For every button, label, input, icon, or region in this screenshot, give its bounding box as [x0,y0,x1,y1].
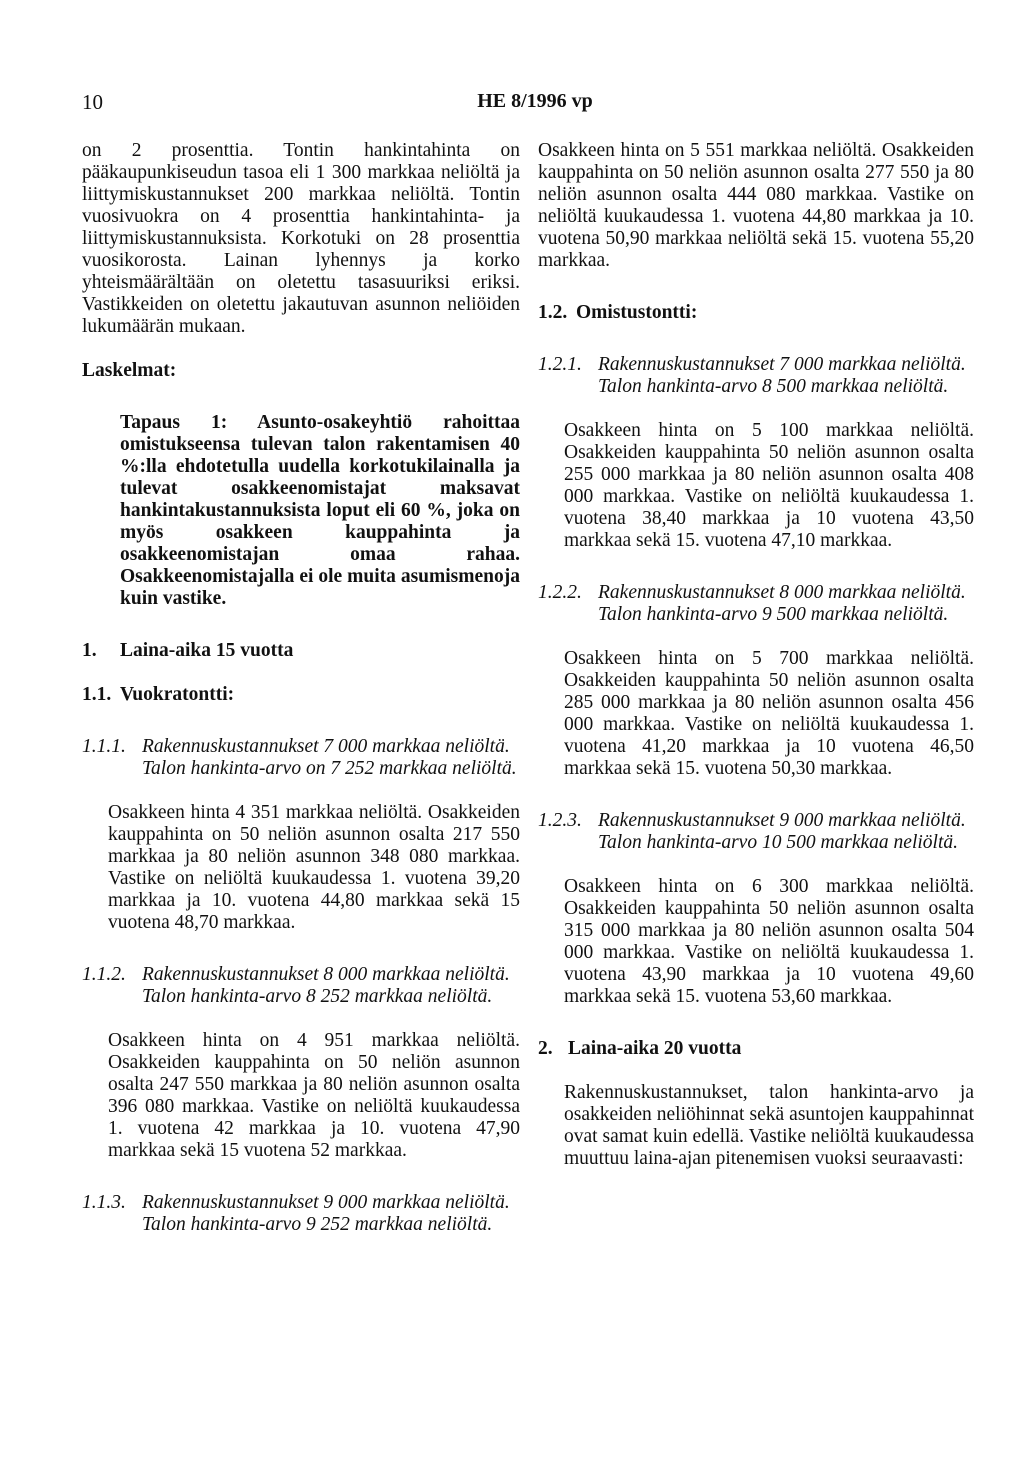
intro-paragraph: on 2 prosenttia. Tontin hankintahinta on pääkaupunkiseudun tasoa eli 1 300 markkaa neliöltä ja liittymiskustannukset 200 markkaa neliöltä. Tontin vuosivuokra on 4 prosenttia hankintahinta- ja liittymiskustannuksista. Korkotuki on 28 prosenttia vuosikorosta. Lainan lyhennys ja korko yhteismäärältään on oletettu tasasuuriksi eriksi. Vastikkeiden on oletettu jakautuvan asunnon neliöiden lukumäärän mukaan. [82,140,520,337]
subheading-1-1-3-text [142,1192,520,1236]
page-header [82,90,988,120]
subheading-1-2-1-line1: Rakennuskustannukset 7 000 markkaa neliöltä. [598,354,966,375]
subheading-1-1-1 [82,736,520,780]
subheading-1-1-3 [82,1192,520,1236]
subheading-1-2-2-number: 1.2.2. [538,582,582,603]
subheading-1-2-3-number: 1.2.3. [538,810,582,831]
heading-1-1 [82,684,520,706]
laskelmat-heading: Laskelmat: [82,360,177,381]
paragraph-1-2-2: Osakkeen hinta on 5 700 markkaa neliöltä. Osakkeiden kauppahinta 50 neliön asunnon osalta 285 000 markkaa ja 80 neliön asunnon osalta 456 000 markkaa. Vastike on neliöltä kuukaudessa 1. vuotena 41,20 markkaa ja 10 vuotena 46,50 markkaa sekä 15. vuotena 50,30 markkaa. [564,648,974,779]
subheading-1-2-2-text [598,582,974,626]
page-number: 10 [82,90,103,114]
subheading-1-1-3-line1: Rakennuskustannukset 9 000 markkaa neliöltä. [142,1192,510,1213]
heading-1 [82,640,520,662]
heading-1-2-number: 1.2. [538,302,568,323]
subheading-1-2-3 [538,810,974,854]
subheading-1-2-1 [538,354,974,398]
subheading-1-1-3-line2: Talon hankinta-arvo 9 252 markkaa neliöltä. [142,1214,493,1235]
heading-1-1-text: Vuokratontti: [120,684,235,705]
subheading-1-2-2 [538,582,974,626]
paragraph-1-1-3: Osakkeen hinta on 5 551 markkaa neliöltä. Osakkeiden kauppahinta on 50 neliön asunnon osalta 277 550 ja 80 neliön asunnon osalta 444 080 markkaa. Vastike on neliöltä kuukaudessa 1. vuotena 44,80 markkaa ja 10. vuotena 50,90 markkaa neliöltä sekä 15. vuotena 55,20 markkaa. [538,140,974,271]
subheading-1-1-3-number: 1.1.3. [82,1192,126,1213]
heading-1-1-number: 1.1. [82,684,112,705]
subheading-1-1-2 [82,964,520,1008]
subheading-1-1-2-number: 1.1.2. [82,964,126,985]
paragraph-2: Rakennuskustannukset, talon hankinta-arvo ja osakkeiden neliöhinnat sekä asuntojen kauppahinnat ovat samat kuin edellä. Vastike neliöltä kuukaudessa muuttuu laina-ajan pitenemisen vuoksi seuraavasti: [564,1082,974,1169]
paragraph-1-2-3: Osakkeen hinta on 6 300 markkaa neliöltä. Osakkeiden kauppahinta 50 neliön asunnon osalta 315 000 markkaa ja 80 neliön asunnon osalta 504 000 markkaa. Vastike on neliöltä kuukaudessa 1. vuotena 43,90 markkaa ja 10 vuotena 49,60 markkaa sekä 15. vuotena 53,60 markkaa. [564,876,974,1007]
heading-2 [538,1038,974,1060]
subheading-1-1-1-line1: Rakennuskustannukset 7 000 markkaa neliöltä. [142,736,510,757]
subheading-1-2-1-text [598,354,974,398]
subheading-1-2-3-text [598,810,974,854]
paragraph-1-2-1: Osakkeen hinta on 5 100 markkaa neliöltä. Osakkeiden kauppahinta 50 neliön asunnon osalta 255 000 markkaa ja 80 neliön asunnon osalta 408 000 markkaa. Vastike on neliöltä kuukaudessa 1. vuotena 38,40 markkaa ja 10 vuotena 43,50 markkaa sekä 15. vuotena 47,10 markkaa. [564,420,974,551]
subheading-1-2-3-line2: Talon hankinta-arvo 10 500 markkaa neliöltä. [598,832,959,853]
heading-1-2-text: Omistustontti: [576,302,698,323]
paragraph-1-1-2: Osakkeen hinta on 4 951 markkaa neliöltä. Osakkeiden kauppahinta on 50 neliön asunnon osalta 247 550 markkaa ja 80 neliön asunnon osalta 396 080 markkaa. Vastike on neliöltä kuukaudessa 1. vuotena 42 markkaa ja 10. vuotena 47,90 markkaa sekä 15 vuotena 52 markkaa. [108,1030,520,1161]
subheading-1-2-1-number: 1.2.1. [538,354,582,375]
subheading-1-1-1-text [142,736,520,780]
subheading-1-2-3-line1: Rakennuskustannukset 9 000 markkaa neliöltä. [598,810,966,831]
subheading-1-2-2-line1: Rakennuskustannukset 8 000 markkaa neliöltä. [598,582,966,603]
right-column [538,140,974,1170]
case-1-paragraph: Tapaus 1: Asunto-osakeyhtiö rahoittaa omistukseensa tulevan talon rakentamisen 40 %:lla ehdotetulla uudella korkotukilainalla ja tulevat osakkeenomistajat maksavat hankintakustannuksista loput eli 60 %, joka on myös osakkeen kauppahinta ja osakkeenomistajan omaa rahaa. Osakkeenomistajalla ei ole muita asumismenoja kuin vastike. [120,412,520,609]
heading-1-text: Laina-aika 15 vuotta [120,640,294,661]
subheading-1-1-1-number: 1.1.1. [82,736,126,757]
subheading-1-2-1-line2: Talon hankinta-arvo 8 500 markkaa neliöltä. [598,376,949,397]
heading-1-number: 1. [82,640,97,661]
heading-2-number: 2. [538,1038,553,1059]
left-column [82,140,520,1236]
subheading-1-1-2-text [142,964,520,1008]
paragraph-1-1-1: Osakkeen hinta 4 351 markkaa neliöltä. Osakkeiden kauppahinta on 50 neliön asunnon osalta 217 550 markkaa ja 80 neliön asunnon 348 080 markkaa. Vastike on neliöltä kuukaudessa 1. vuotena 39,20 markkaa ja 10. vuotena 44,80 markkaa sekä 15 vuotena 48,70 markkaa. [108,802,520,933]
heading-1-2 [538,302,974,324]
heading-2-text: Laina-aika 20 vuotta [568,1038,742,1059]
subheading-1-2-2-line2: Talon hankinta-arvo 9 500 markkaa neliöltä. [598,604,949,625]
subheading-1-1-2-line2: Talon hankinta-arvo 8 252 markkaa neliöltä. [142,986,493,1007]
subheading-1-1-2-line1: Rakennuskustannukset 8 000 markkaa neliöltä. [142,964,510,985]
subheading-1-1-1-line2: Talon hankinta-arvo on 7 252 markkaa neliöltä. [142,758,517,779]
document-id: HE 8/1996 vp [477,90,593,112]
